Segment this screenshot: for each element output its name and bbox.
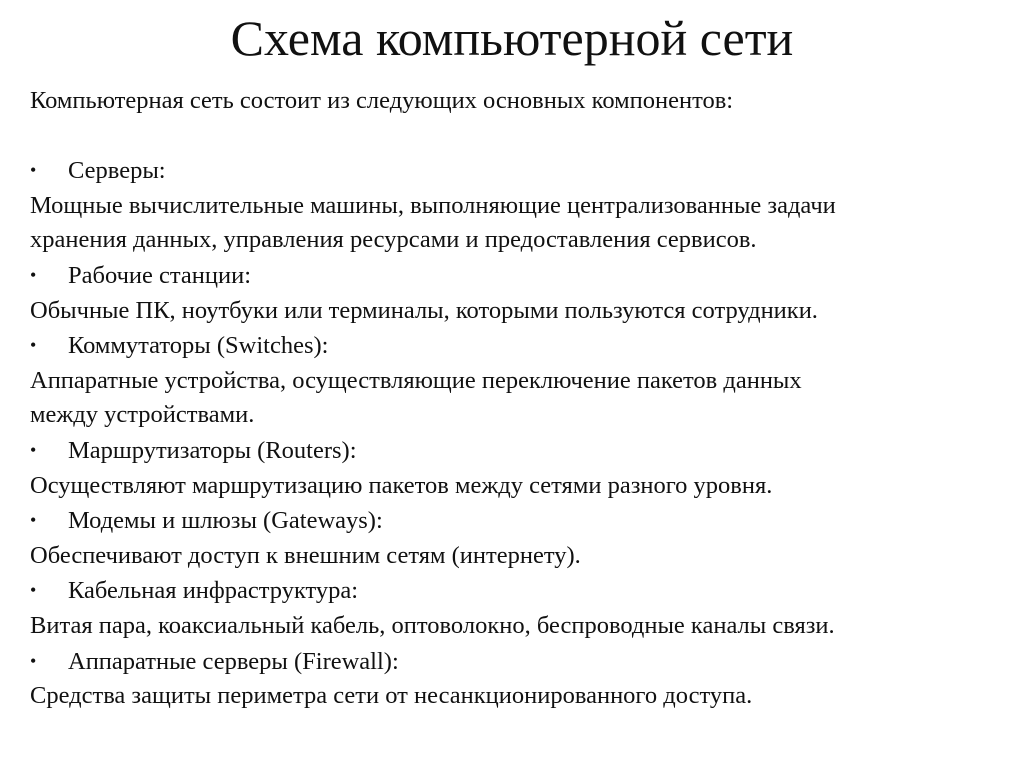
list-item-heading-row — [30, 644, 1005, 680]
list-item — [30, 258, 1005, 328]
list-item-heading-row — [30, 153, 1005, 189]
list-item-description: Обеспечивают доступ к внешним сетям (интернету). — [30, 541, 581, 569]
list-item-heading-row — [30, 258, 1005, 294]
list-item — [30, 153, 1005, 258]
bullet-icon: • — [30, 335, 37, 356]
slide-content — [30, 84, 1005, 714]
list-item-heading: Аппаратные серверы (Firewall): — [68, 647, 399, 675]
slide-title: Схема компьютерной сети — [230, 10, 794, 66]
list-item — [30, 328, 1005, 433]
list-item-heading-row — [30, 328, 1005, 364]
list-item-heading: Серверы: — [68, 157, 166, 185]
list-item-description: Аппаратные устройства, осуществляющие переключение пакетов данных — [30, 366, 802, 394]
bullet-icon: • — [30, 439, 37, 460]
list-item-heading-row — [30, 503, 1005, 539]
list-item — [30, 573, 1005, 643]
list-item-heading: Модемы и шлюзы (Gateways): — [68, 507, 383, 535]
list-item-description: Обычные ПК, ноутбуки или терминалы, которыми пользуются сотрудники. — [30, 296, 818, 324]
list-item-heading-row — [30, 573, 1005, 609]
list-item-heading: Маршрутизаторы (Routers): — [68, 436, 357, 464]
list-item-description: между устройствами. — [30, 401, 255, 429]
list-item-description: хранения данных, управления ресурсами и предоставления сервисов. — [30, 226, 757, 254]
list-item-description: Мощные вычислительные машины, выполняющие централизованные задачи — [30, 191, 836, 219]
list-item-heading: Рабочие станции: — [68, 261, 252, 289]
list-item-description: Осуществляют маршрутизацию пакетов между сетями разного уровня. — [30, 471, 773, 499]
bullet-icon: • — [30, 580, 37, 601]
list-item — [30, 433, 1005, 503]
list-item — [30, 644, 1005, 714]
list-item-heading: Кабельная инфраструктура: — [68, 577, 359, 605]
bullet-icon: • — [30, 160, 37, 181]
bullet-icon: • — [30, 264, 37, 285]
intro-text: Компьютерная сеть состоит из следующих основных компонентов: — [30, 87, 734, 114]
list-item-description: Витая пара, коаксиальный кабель, оптоволокно, беспроводные каналы связи. — [30, 611, 835, 639]
component-list — [30, 153, 1005, 714]
list-item — [30, 503, 1005, 573]
list-item-heading: Коммутаторы (Switches): — [68, 332, 329, 360]
blank-line — [30, 119, 1005, 154]
bullet-icon: • — [30, 510, 37, 531]
bullet-icon: • — [30, 650, 37, 671]
list-item-heading-row — [30, 433, 1005, 469]
list-item-description: Средства защиты периметра сети от несанкционированного доступа. — [30, 682, 753, 710]
